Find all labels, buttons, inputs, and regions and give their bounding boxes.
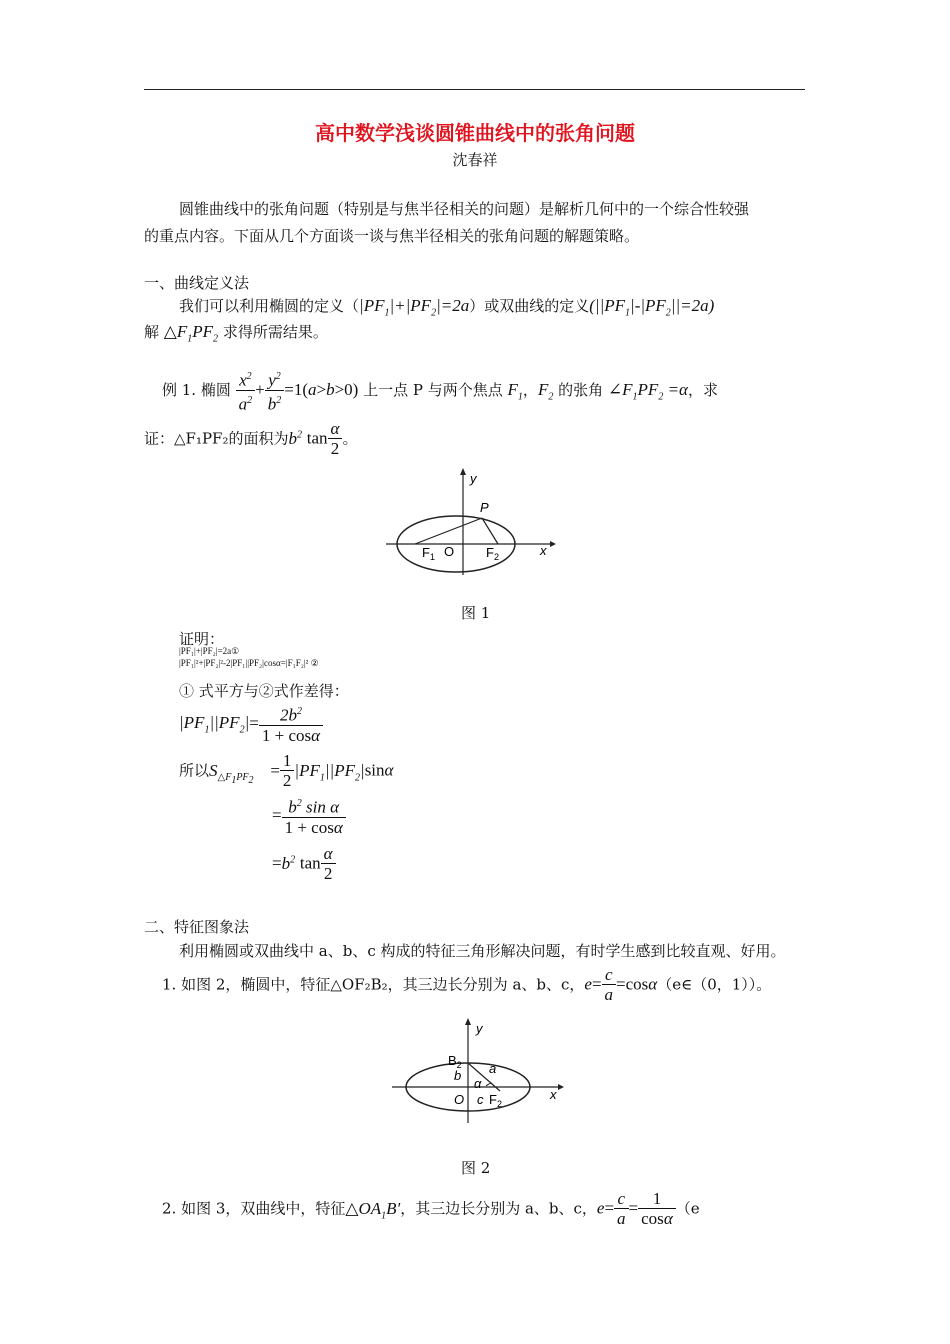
figure2-caption: 图 2	[461, 1159, 491, 1177]
label-b: b	[454, 1068, 462, 1083]
label-f1: $F_1$	[422, 545, 435, 562]
proof-area-step2: = $\frac{b^2 \sin \alpha}{1 + \cos\alpha}$	[272, 795, 346, 838]
section1-line2: 解 $\triangle F_1PF_2$ 求得所需结果。	[144, 322, 328, 345]
fraction-alpha-2: $\frac{\alpha}{2}$	[328, 420, 343, 459]
proof-label: 证明：	[179, 630, 225, 648]
label-x: x	[540, 543, 547, 558]
example1-line1: 例 1. 椭圆 $\frac{x^2}{a^2}$ + $\frac{y^2}{b^2}$ =1(a>b>0) 上一点 P 与两个焦点 $F_1$，$F_2$ 的张角 $\angle F_1PF_2 =\alpha$，求	[162, 368, 718, 414]
x-axis-arrow	[558, 1084, 564, 1090]
figure2-ellipse-diagram	[388, 1015, 573, 1125]
label-origin: O	[454, 1092, 465, 1107]
label-f2: $F_2$	[489, 1092, 502, 1109]
y-axis-arrow	[460, 468, 466, 475]
section1-heading: 一、曲线定义法	[144, 274, 250, 292]
proof-system	[179, 645, 319, 669]
fraction-x2-a2: $\frac{x^2}{a^2}$	[236, 368, 256, 414]
triangle-f1pf2: $\triangle F_1PF_2$	[163, 322, 219, 345]
header-rule	[144, 89, 805, 90]
angle-arc	[486, 1083, 492, 1086]
section2-item2: 2. 如图 3，双曲线中，特征$\triangle OA_1B'$，其三边长分别为 a、b、c，e= $\frac{c}{a}$ = $\frac{1}{\cos\alpha}$ （e	[162, 1189, 700, 1228]
hyperbola-definition: $(||PF_1|-|PF_2||=2a)$	[589, 296, 715, 319]
label-origin: O	[444, 544, 455, 559]
intro-line-2: 的重点内容。下面从几个方面谈一谈与焦半径相关的张角问题的解题策略。	[144, 227, 640, 245]
focal-radius-pf2	[482, 518, 498, 544]
label-alpha: α	[474, 1076, 482, 1091]
label-p: P	[480, 500, 489, 515]
section2-heading: 二、特征图象法	[144, 918, 250, 936]
focal-radius-pf1	[415, 518, 482, 544]
label-y: y	[476, 1021, 483, 1036]
x-axis-arrow	[550, 541, 556, 547]
label-c: c	[477, 1092, 484, 1107]
section1-line1: 我们可以利用椭圆的定义$(|PF_1|+|PF_2|=2a)$或双曲线的定义$(||PF_1|-|PF_2||=2a)$	[179, 296, 715, 319]
label-f2: $F_2$	[486, 545, 499, 562]
proof-area-step3: $=b^2$ tan $\frac{\alpha}{2}$	[272, 845, 336, 884]
triangle-oa1b: $\triangle OA_1B'$	[345, 1198, 401, 1221]
ellipse-definition: $|PF_1|+|PF_2|=2a$	[359, 296, 470, 319]
figure1-caption: 图 1	[461, 604, 491, 622]
example1-line2: 证：△F₁PF₂的面积为$b^2$ tan $\frac{\alpha}{2}$ 。	[144, 419, 358, 458]
y-axis-arrow	[465, 1018, 471, 1025]
proof-equation-1: |PF₁|+|PF₂|=2a①	[179, 646, 240, 656]
proof-area-line: 所以$S_{\triangle F_1PF_2}$ = $\frac{1}{2}$ $|PF_1||PF_2|\sin\alpha$	[179, 751, 394, 790]
proof-equation-2: |PF₁|²+|PF₂|²-2|PF₁||PF₂|cosα=|F₁F₂|² ②	[179, 658, 319, 668]
section2-intro: 利用椭圆或双曲线中 a、b、c 构成的特征三角形解决问题，有时学生感到比较直观、好用。	[179, 942, 786, 960]
figure1-ellipse-diagram	[380, 465, 560, 575]
section2-item1: 1. 如图 2，椭圆中，特征△OF₂B₂，其三边长分别为 a、b、c，e= $\frac{c}{a}$ =cosα（e∈（0，1））。	[162, 965, 772, 1004]
document-author: 沈春祥	[452, 151, 498, 169]
fraction-y2-b2: $\frac{y^2}{b^2}$	[265, 368, 285, 414]
intro-line-1: 圆锥曲线中的张角问题（特别是与焦半径相关的问题）是解析几何中的一个综合性较强	[179, 200, 750, 218]
proof-result-1: $|PF_1||PF_2|=$ $\frac{2b^2}{1 + \cos\alpha}$	[179, 703, 323, 746]
label-a: a	[489, 1061, 497, 1076]
label-x: x	[550, 1087, 557, 1102]
label-y: y	[470, 471, 477, 486]
label-b2: $B_2$	[448, 1053, 462, 1070]
document-title: 高中数学浅谈圆锥曲线中的张角问题	[315, 121, 635, 145]
proof-step-text: ① 式平方与②式作差得：	[179, 682, 349, 700]
